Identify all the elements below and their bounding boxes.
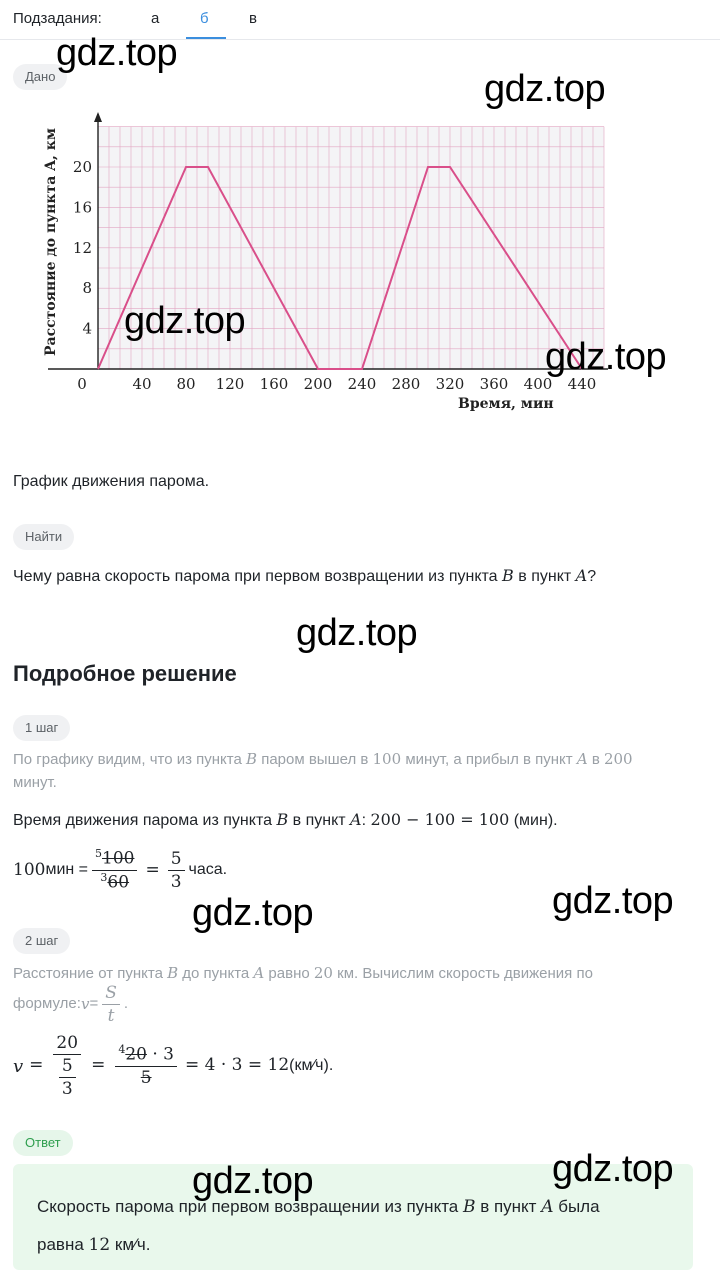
watermark: gdz.top	[552, 880, 674, 922]
subtasks-label: Подзадания:	[13, 10, 102, 27]
x-tick-label: 0	[77, 375, 87, 393]
active-tab-indicator	[186, 37, 226, 39]
answer-pill: Ответ	[13, 1130, 73, 1156]
y-axis-arrow	[94, 112, 102, 122]
watermark: gdz.top	[56, 32, 178, 74]
x-tick-label: 80	[176, 375, 196, 393]
step2-formula: формуле: v = $\frac{S}{t}$ .	[13, 983, 129, 1027]
step2-calculation: v = $\frac{20}{\frac{5}{3}}$ = $\frac{^420 \cdot 3}{5}$ = 4 · 3 = 12 (км⁄ч).	[13, 1033, 334, 1100]
fraction: $\frac{^420 \cdot 3}{5}$	[115, 1043, 177, 1089]
y-tick-label: 8	[82, 279, 92, 298]
x-tick-label: 200	[303, 375, 333, 393]
tab-a[interactable]: а	[151, 10, 160, 27]
watermark: gdz.top	[484, 68, 606, 110]
watermark: gdz.top	[124, 300, 246, 342]
y-axis-label: Расстояние до пункта A, км	[43, 127, 59, 356]
watermark: gdz.top	[545, 336, 667, 378]
y-tick-label: 4	[82, 319, 92, 338]
y-tick-label: 12	[72, 238, 92, 257]
fraction: $\frac{5}{3}$	[168, 848, 185, 893]
y-tick-label: 16	[72, 198, 92, 217]
tab-b[interactable]: б	[200, 10, 209, 27]
answer-text: Скорость парома при первом возвращении из пункта B в пункт A была равна 12 км⁄ч.	[37, 1197, 600, 1255]
watermark: gdz.top	[552, 1148, 674, 1190]
fraction: $\frac{S}{t}$	[102, 982, 120, 1027]
y-tick-label: 20	[72, 158, 92, 176]
fraction: $\frac{20}{\frac{5}{3}}$	[53, 1032, 81, 1100]
find-pill: Найти	[13, 524, 74, 550]
x-tick-label: 160	[259, 375, 289, 393]
x-tick-label: 280	[391, 375, 421, 393]
ferry-motion-chart	[40, 108, 597, 418]
x-tick-label: 400	[523, 375, 553, 393]
step1-pill: 1 шаг	[13, 715, 70, 741]
step1-conversion: 100 мин = $\frac{^5100}{^360}$ = $\frac{5}{3}$ часа.	[13, 847, 228, 893]
watermark: gdz.top	[192, 892, 314, 934]
x-tick-label: 360	[479, 375, 509, 393]
find-question: Чему равна скорость парома при первом возвращении из пункта B в пункт A?	[13, 566, 597, 585]
x-tick-label: 120	[215, 375, 245, 393]
x-tick-label: 320	[435, 375, 465, 393]
watermark: gdz.top	[192, 1160, 314, 1202]
step2-line1: Расстояние от пункта B до пункта A равно 20 км. Вычислим скорость движения по	[13, 964, 593, 982]
x-tick-label: 40	[132, 375, 152, 393]
step1-line2: минут.	[13, 774, 57, 791]
watermark: gdz.top	[296, 612, 418, 654]
given-pill: Дано	[13, 64, 67, 90]
step1-line1: По графику видим, что из пункта B паром вышел в 100 минут, а прибыл в пункт A в 200	[13, 750, 633, 768]
given-caption: График движения парома.	[13, 473, 210, 490]
step1-line3: Время движения парома из пункта B в пункт A: 200 − 100 = 100 (мин).	[13, 810, 558, 829]
solution-heading: Подробное решение	[13, 661, 237, 686]
tab-v[interactable]: в	[249, 10, 257, 27]
step2-pill: 2 шаг	[13, 928, 70, 954]
x-tick-label: 440	[567, 375, 597, 393]
x-tick-label: 240	[347, 375, 377, 393]
fraction: $\frac{^5100}{^360}$	[92, 847, 137, 894]
x-axis-label: Время, мин	[458, 396, 554, 412]
fraction: $\frac{5}{3}$	[59, 1055, 76, 1100]
